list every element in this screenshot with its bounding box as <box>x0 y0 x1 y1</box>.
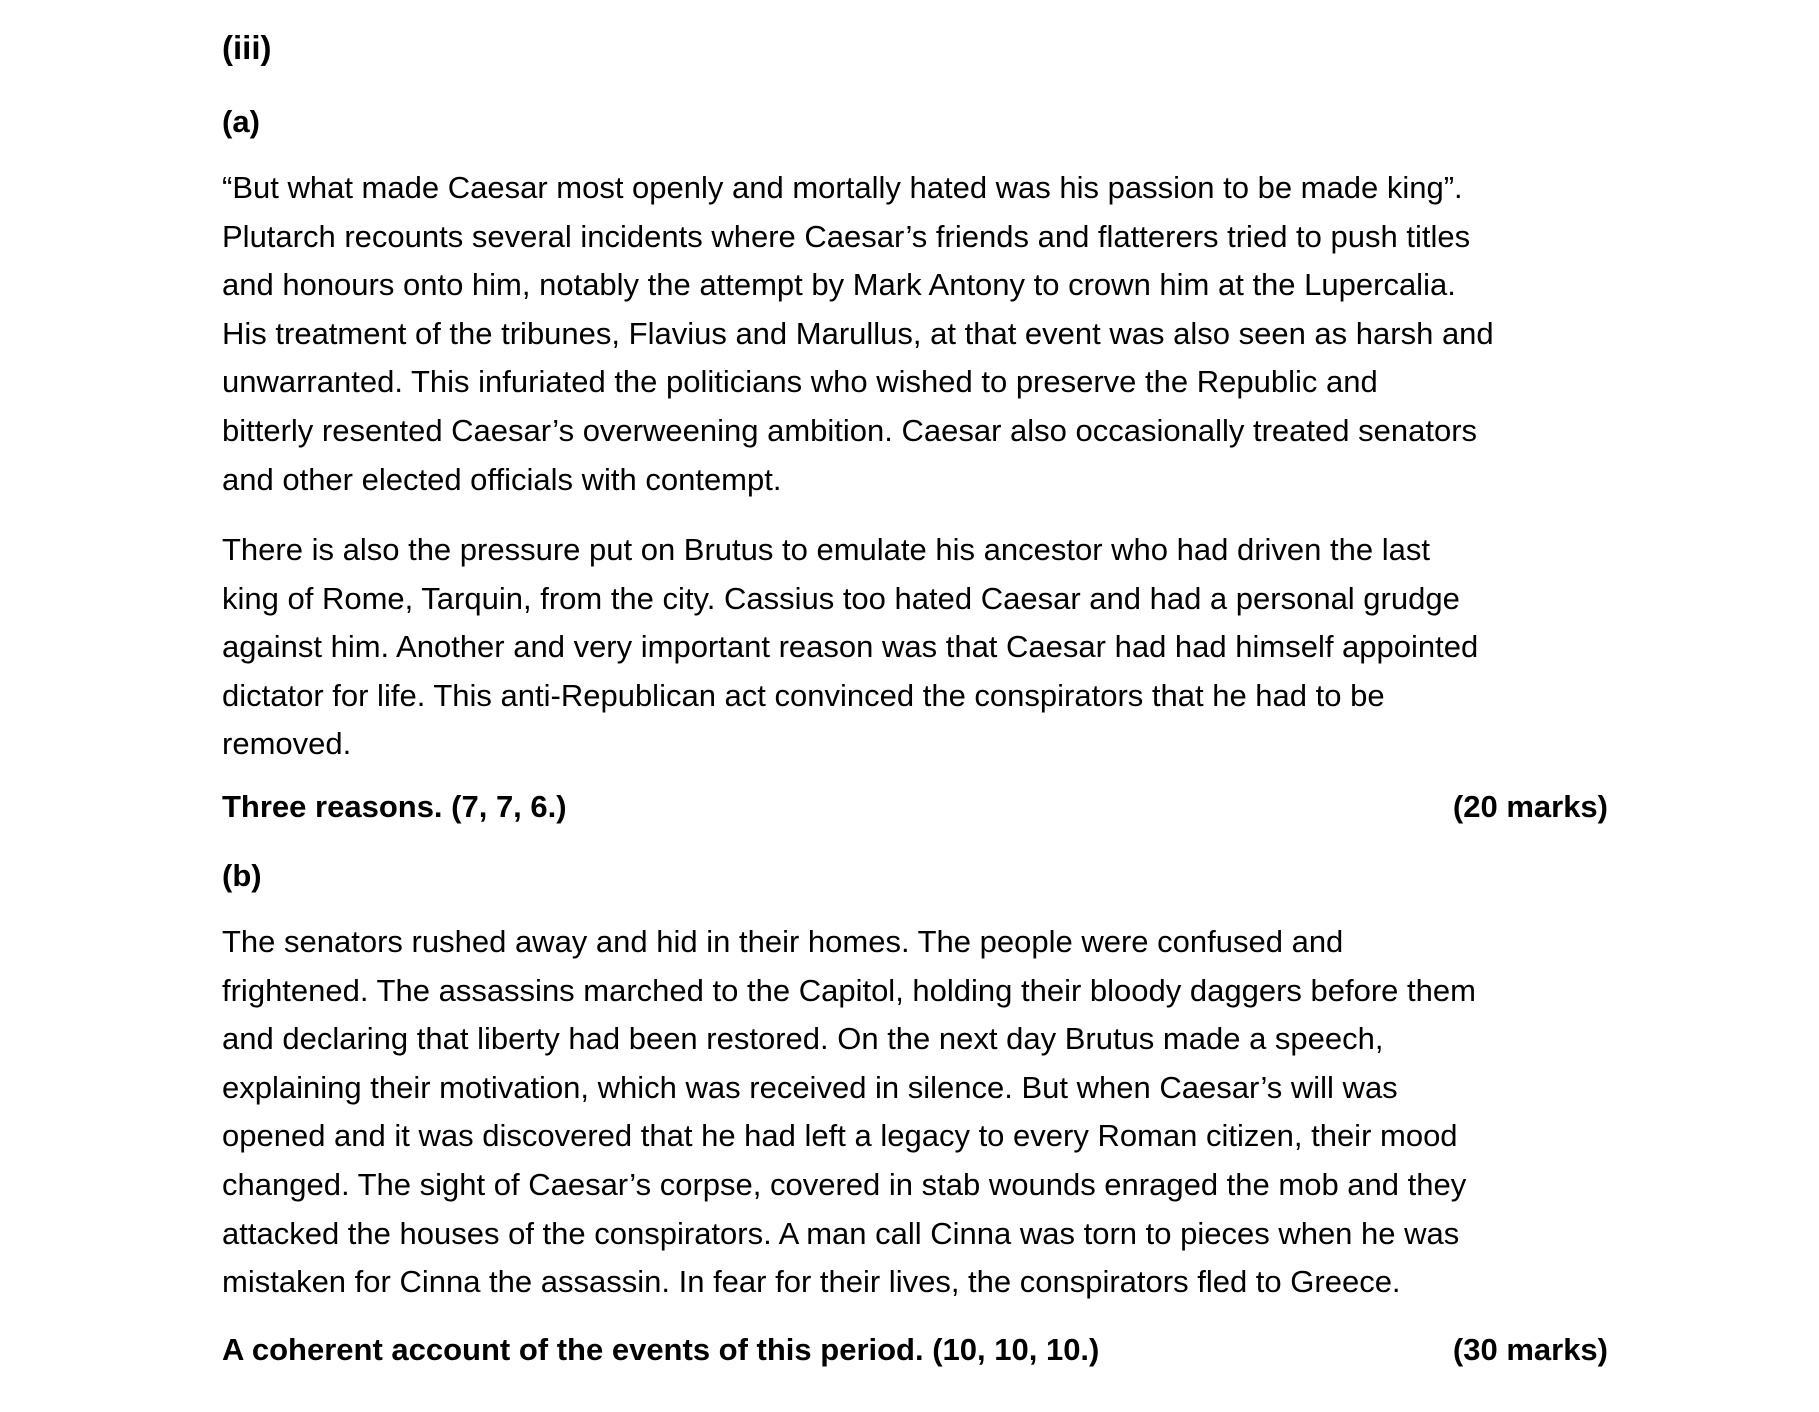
text-line: mistaken for Cinna the assassin. In fear for their lives, the conspirators fled to Greece. <box>222 1264 1401 1300</box>
text-line: changed. The sight of Caesar’s corpse, covered in stab wounds enraged the mob and they <box>222 1166 1467 1202</box>
text-line: There is also the pressure put on Brutus to emulate his ancestor who had driven the last <box>222 532 1430 567</box>
text-line: frightened. The assassins marched to the Capitol, holding their bloody daggers before them <box>222 972 1476 1008</box>
text-line: king of Rome, Tarquin, from the city. Cassius too hated Caesar and had a personal grudge <box>222 580 1460 616</box>
text-line: and declaring that liberty had been restored. On the next day Brutus made a speech, <box>222 1021 1384 1057</box>
text-line: and honours onto him, notably the attempt by Mark Antony to crown him at the Lupercalia. <box>222 267 1456 303</box>
text-line: unwarranted. This infuriated the politicians who wished to preserve the Republic and <box>222 364 1378 400</box>
text-line: bitterly resented Caesar’s overweening ambition. Caesar also occasionally treated senators <box>222 412 1478 448</box>
text-line: removed. <box>222 726 352 762</box>
text-line: and other elected officials with contempt. <box>222 461 782 497</box>
part-a-marks: (20 marks) <box>1452 789 1608 824</box>
text-line: explaining their motivation, which was received in silence. But when Caesar’s will was <box>222 1069 1398 1105</box>
text-line: dictator for life. This anti-Republican act convinced the conspirators that he had to be <box>222 677 1385 713</box>
text-line: Plutarch recounts several incidents where Caesar’s friends and flatterers tried to push titles <box>222 218 1471 254</box>
text-line: His treatment of the tribunes, Flavius and Marullus, at that event was also seen as harsh and <box>222 315 1494 351</box>
part-a-marking-note: Three reasons. (7, 7, 6.) <box>222 789 567 824</box>
part-b-marks: (30 marks) <box>1452 1332 1608 1367</box>
text-line: “But what made Caesar most openly and mortally hated was his passion to be made king”. <box>222 170 1463 205</box>
part-a-marking-row <box>222 787 1608 827</box>
part-a-label: (a) <box>222 104 260 139</box>
text-line: opened and it was discovered that he had left a legacy to every Roman citizen, their mood <box>222 1118 1458 1154</box>
part-b-label: (b) <box>222 858 262 893</box>
text-line: The senators rushed away and hid in their homes. The people were confused and <box>222 924 1344 959</box>
part-b-marking-note: A coherent account of the events of this period. (10, 10, 10.) <box>222 1332 1100 1367</box>
text-line: attacked the houses of the conspirators. A man call Cinna was torn to pieces when he was <box>222 1215 1460 1251</box>
part-b-paragraph-1 <box>222 918 1612 1307</box>
section-label: (iii) <box>222 29 272 66</box>
part-a-paragraph-1 <box>222 164 1612 504</box>
part-b-marking-row <box>222 1330 1608 1370</box>
part-a-paragraph-2 <box>222 526 1612 769</box>
text-line: against him. Another and very important reason was that Caesar had had himself appointed <box>222 629 1479 665</box>
